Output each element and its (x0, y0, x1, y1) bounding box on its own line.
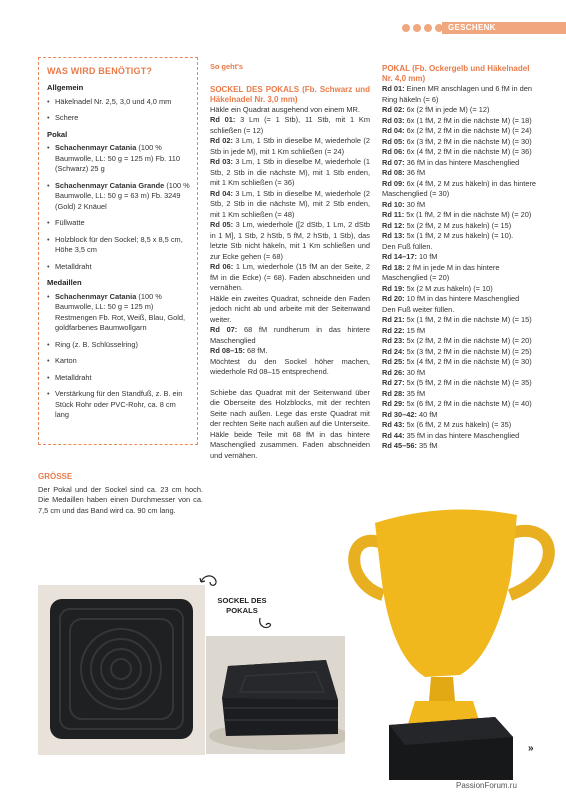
round-row: Rd 01: 3 Lm (= 1 Stb), 11 Stb, mit 1 Km schließen (= 12) (210, 115, 370, 135)
list-item: • Schachenmayr Catania (100 % Baumwolle, LL: 50 g = 125 m) Fb. 110 (Schwarz) 25 g (47, 143, 191, 175)
round-row: Rd 04: 3 Lm, 1 Stb in dieselbe M, wiederhole (2 Stb, 2 Stb in die nächste M), mit 2 Stb enden, mit 1 Km schließen (= 48) (210, 188, 370, 219)
general-title: Allgemein (47, 83, 84, 92)
round-row: Rd 24: 5x (3 fM, 2 fM in die nächste M) (= 25) (382, 346, 532, 356)
round-row: Rd 03: 6x (1 fM, 2 fM in die nächste M) (= 18) (382, 115, 532, 125)
pokal-title: Pokal (47, 129, 68, 139)
photo-square (38, 585, 205, 755)
section-tag: GESCHENK (442, 22, 566, 34)
round-row: Rd 45–56: 35 fM (382, 441, 438, 450)
next-page-icon: » (528, 743, 534, 754)
size-text: Der Pokal und der Sockel sind ca. 23 cm hoch. Die Medaillen haben einen Durchmesser von ca. 7,5 cm und das Band wird ca. 90 cm lang. (38, 484, 203, 515)
general-list (47, 97, 191, 124)
round-row: Rd 19: 5x (2 M zus häkeln) (= 10) (382, 283, 493, 293)
curl-arrow-icon (256, 616, 274, 638)
header-dot (413, 24, 421, 32)
round-row: Rd 20: 10 fM in das hintere Maschenglied (382, 294, 520, 303)
round-row: Rd 43: 5x (6 fM, 2 M zus häkeln) (= 35) (382, 420, 512, 429)
list-item: • Metalldraht (47, 262, 191, 273)
round-row: Rd 07: 68 fM rundherum in das hintere Maschenglied (210, 325, 370, 345)
trophy-photo (345, 505, 566, 780)
paragraph: Schiebe das Quadrat mit der Seitenwand über die Oberseite des Holzblocks, mit der rechten Seite nach außen. Lege das erste Quadrat mit der rechten Seite nach außen auf die Unterseite. Häkle beide Teile mit 68 fM in das hintere Maschenglied zusammen. Faden abschneiden und vernähen. (210, 387, 370, 460)
round-row: Rd 22: 15 fM (382, 325, 426, 335)
intro-text: Häkle ein Quadrat ausgehend von einem MR. (210, 104, 360, 114)
paragraph: Möchtest du den Sockel höher machen, wiederhole Rd 08–15 entsprechend. (210, 356, 370, 376)
round-row: Rd 11: 5x (1 fM, 2 fM in die nächste M) (= 20) (382, 210, 532, 219)
list-item: • Karton (47, 356, 191, 367)
medaillen-list (47, 292, 191, 421)
list-item: • Schere (47, 113, 191, 124)
list-item: • Schachenmayr Catania (100 % Baumwolle, LL: 50 g = 125 m) Restmengen Fb. Rot, Weiß, Blau, Gold, goldfarbenes Baumwollgarn (47, 292, 191, 334)
so-gehts: So geht's (210, 62, 243, 71)
round-row: Rd 25: 5x (4 fM, 2 fM in die nächste M) (= 30) (382, 357, 532, 366)
paragraph: Häkle ein zweites Quadrat, schneide den Faden jedoch nicht ab und arbeite mit der Seitenwand weiter. (210, 293, 370, 324)
photo-block (206, 636, 352, 754)
round-row: Rd 21: 5x (1 fM, 2 fM in die nächste M) (= 15) (382, 315, 532, 324)
round-row: Rd 29: 5x (6 fM, 2 fM in die nächste M) (= 40) (382, 399, 532, 408)
round-row: Rd 05: 6x (3 fM, 2 fM in die nächste M) (= 30) (382, 136, 532, 146)
round-row: Rd 30–42: 40 fM (382, 409, 438, 419)
round-row: Rd 23: 5x (2 fM, 2 fM in die nächste M) (= 20) (382, 336, 532, 345)
round-row: Rd 02: 6x (2 fM in jede M) (= 12) (382, 105, 490, 114)
round-row: Rd 06: 1 Lm, wiederhole (15 fM an der Seite, 2 fM in die Ecke) (= 68). Faden abschneiden und vernähen. (210, 262, 370, 292)
list-item: • Häkelnadel Nr. 2,5, 3,0 und 4,0 mm (47, 97, 191, 108)
size-section (38, 472, 203, 516)
instructions-right (382, 64, 542, 452)
round-row: Rd 04: 6x (2 fM, 2 fM in die nächste M) (= 24) (382, 126, 532, 135)
medaillen-title: Medaillen (47, 278, 82, 287)
round-row: Rd 03: 3 Lm, 1 Stb in dieselbe M, wiederhole (1 Stb, 2 Stb in die nächste M), mit 1 Stb enden, mit 1 Km schließen (= 36) (210, 157, 370, 187)
curl-arrow-icon (198, 572, 222, 594)
header-dots (402, 24, 443, 32)
instructions-middle (210, 62, 370, 461)
size-title: GRÖSSE (38, 472, 73, 481)
round-list (382, 84, 542, 452)
round-row: Rd 28: 35 fM (382, 388, 426, 398)
header-dot (424, 24, 432, 32)
list-item: • Füllwatte (47, 218, 191, 229)
round-row: Rd 08–15: 68 fM. (210, 346, 268, 355)
list-item: • Ring (z. B. Schlüsselring) (47, 340, 191, 351)
round-row: Rd 26: 30 fM (382, 367, 426, 377)
list-item: • Holzblock für den Sockel; 8,5 x 8,5 cm, Höhe 3,5 cm (47, 235, 191, 256)
round-row: Rd 01: Einen MR anschlagen und 6 fM in den Ring häkeln (= 6) (382, 84, 532, 104)
round-row: Rd 08: 36 fM (382, 168, 426, 177)
round-row: Rd 13: 5x (1 fM, 2 M zus häkeln) (= 10). (382, 231, 514, 240)
list-item: • Metalldraht (47, 373, 191, 384)
round-row: Rd 12: 5x (2 fM, 2 M zus häkeln) (= 15) (382, 220, 512, 230)
pokal-title: POKAL (Fb. Ockergelb und Häkelnadel Nr. 4,0 mm) (382, 64, 530, 83)
list-item: • Schachenmayr Catania Grande (100 % Baumwolle, LL: 50 g = 63 m) Fb. 3249 (Gold) 2 Knäuel (47, 181, 191, 213)
list-item: • Verstärkung für den Standfuß, z. B. ein Stück Rohr oder PVC-Rohr, ca. 8 cm lang (47, 389, 191, 421)
sockel-title: SOCKEL DES POKALS (Fb. Schwarz und Häkelnadel Nr. 3,0 mm) (210, 84, 370, 104)
round-row: Den Fuß füllen. (382, 241, 433, 251)
round-row: Den Fuß weiter füllen. (382, 304, 455, 314)
round-row: Rd 18: 2 fM in jede M in das hintere Maschenglied (= 20) (382, 262, 500, 282)
watermark: PassionForum.ru (456, 781, 517, 790)
photo-caption: SOCKEL DES POKALS (217, 596, 267, 615)
pokal-list (47, 143, 191, 272)
materials-title: WAS WIRD BENÖTIGT? (47, 66, 153, 76)
round-row: Rd 02: 3 Lm, 1 Stb in dieselbe M, wiederhole (2 Stb in jede M), mit 1 Km schließen (= 24) (210, 136, 370, 156)
round-row: Rd 05: 3 Lm, wiederhole ([2 dStb, 1 Lm, 2 dStb in 1 M], 1 Stb, 2 hStb, 5 fM, 2 hStb, 1 Stb), das letzte Stb nicht häkeln, mit 1 Km schließen und zur Ecke gehen (= 68) (210, 220, 371, 261)
round-row: Rd 14–17: 10 fM (382, 252, 438, 261)
round-row: Rd 27: 5x (5 fM, 2 fM in die nächste M) (= 35) (382, 378, 532, 387)
round-row: Rd 44: 35 fM in das hintere Maschenglied (382, 430, 520, 440)
round-row: Rd 06: 6x (4 fM, 2 fM in die nächste M) (= 36) (382, 147, 532, 156)
round-row: Rd 09: 6x (4 fM, 2 M zus häkeln) in das hintere Maschenglied (= 30) (382, 178, 537, 198)
materials-box (38, 57, 198, 445)
round-row: Rd 10: 30 fM (382, 199, 426, 209)
header-dot (402, 24, 410, 32)
round-row: Rd 07: 36 fM in das hintere Maschenglied (382, 157, 520, 167)
